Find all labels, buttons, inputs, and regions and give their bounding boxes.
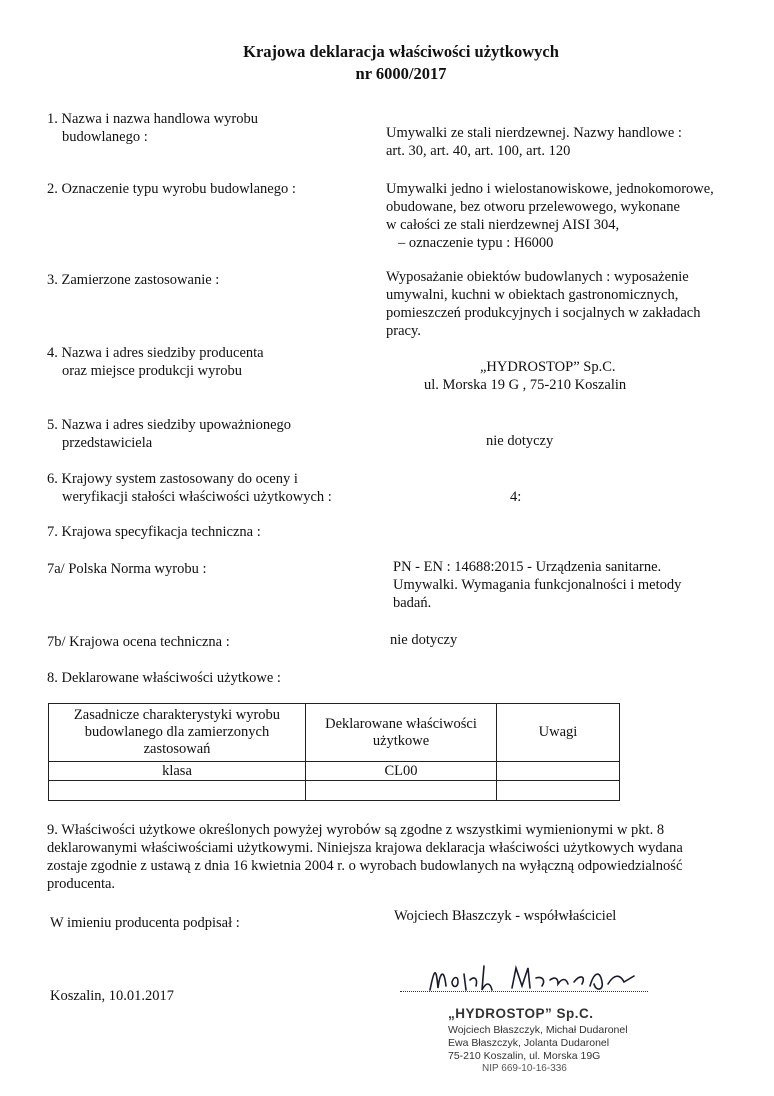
signatory-name: Wojciech Błaszczyk - współwłaściciel xyxy=(394,908,617,924)
s2-label: 2. Oznaczenie typu wyrobu budowlanego : xyxy=(47,181,296,197)
place-date: Koszalin, 10.01.2017 xyxy=(50,988,175,1004)
s4-label: 4. Nazwa i adres siedziby producenta xyxy=(47,345,264,361)
s6-value: 4: xyxy=(510,489,522,505)
table-cell xyxy=(49,781,306,801)
document-title: Krajowa deklaracja właściwości użytkowych xyxy=(243,42,559,61)
s3-value-4: pracy. xyxy=(386,323,421,339)
stamp-company: „HYDROSTOP” Sp.C. xyxy=(448,1006,594,1021)
signature-dotted-line xyxy=(400,991,648,992)
s7a-label: 7a/ Polska Norma wyrobu : xyxy=(47,561,207,577)
s4-value-address: ul. Morska 19 G , 75-210 Koszalin xyxy=(424,377,627,393)
s7-label: 7. Krajowa specyfikacja techniczna : xyxy=(47,524,261,540)
header-essential-characteristics xyxy=(49,704,306,762)
s3-value-3: pomieszczeń produkcyjnych i socjalnych w zakładach xyxy=(386,305,701,321)
s7a-value-2: Umywalki. Wymagania funkcjonalności i metody xyxy=(393,577,682,593)
header-col1-line3: zastosowań xyxy=(143,741,211,757)
table-row xyxy=(49,762,620,781)
declared-properties-table xyxy=(48,703,620,801)
s9-line-1: 9. Właściwości użytkowe określonych powyżej wyrobów są zgodne z wszystkimi wymienionymi w pkt. 8 xyxy=(47,822,665,838)
table-cell: CL00 xyxy=(306,762,497,781)
table-header-row xyxy=(49,704,620,762)
s4-label-cont: oraz miejsce produkcji wyrobu xyxy=(62,363,242,379)
s1-label-cont: budowlanego : xyxy=(62,129,148,145)
document-number: nr 6000/2017 xyxy=(355,64,447,83)
s9-line-4: producenta. xyxy=(47,876,116,892)
s6-label: 6. Krajowy system zastosowany do oceny i xyxy=(47,471,298,487)
s3-value-1: Wyposażanie obiektów budowlanych : wyposażenie xyxy=(386,269,689,285)
s1-label: 1. Nazwa i nazwa handlowa wyrobu xyxy=(47,111,258,127)
s5-label: 5. Nazwa i adres siedziby upoważnionego xyxy=(47,417,292,433)
s1-value-cont: art. 30, art. 40, art. 100, art. 120 xyxy=(386,143,571,159)
s7b-label: 7b/ Krajowa ocena techniczna : xyxy=(47,634,230,650)
table-cell: klasa xyxy=(49,762,306,781)
table-cell xyxy=(306,781,497,801)
header-col1-line2: budowlanego dla zamierzonych xyxy=(84,724,270,740)
stamp-line-4: NIP 669-10-16-336 xyxy=(482,1063,567,1074)
s2-value-2: obudowane, bez otworu przelewowego, wykonane xyxy=(386,199,680,215)
s2-value-4: – oznaczenie typu : H6000 xyxy=(398,235,554,251)
s9-line-3: zostaje zgodnie z ustawą z dnia 16 kwietnia 2004 r. o wyrobach budowlanych na wyłączną odpowiedzialność xyxy=(47,858,683,874)
header-col1-line1: Zasadnicze charakterystyki wyrobu xyxy=(73,707,281,723)
table-cell xyxy=(497,781,620,801)
s1-value: Umywalki ze stali nierdzewnej. Nazwy handlowe : xyxy=(386,125,682,141)
table-cell xyxy=(497,762,620,781)
s7a-value-3: badań. xyxy=(393,595,432,611)
s6-label-cont: weryfikacji stałości właściwości użytkowych : xyxy=(62,489,332,505)
s5-value: nie dotyczy xyxy=(486,433,554,449)
s9-line-2: deklarowanymi właściwościami użytkowymi. Niniejsza krajowa deklaracja właściwości użytkowych wydana xyxy=(47,840,683,856)
s7b-value: nie dotyczy xyxy=(390,632,458,648)
stamp-line-2: Ewa Błaszczyk, Jolanta Dudaronel xyxy=(448,1037,610,1049)
s3-value-2: umywalni, kuchni w obiektach gastronomicznych, xyxy=(386,287,679,303)
s4-value-company: „HYDROSTOP” Sp.C. xyxy=(480,359,616,375)
signatory-label: W imieniu producenta podpisał : xyxy=(50,915,240,931)
s5-label-cont: przedstawiciela xyxy=(62,435,153,451)
header-declared-properties xyxy=(306,704,497,762)
stamp-line-1: Wojciech Błaszczyk, Michał Dudaronel xyxy=(448,1024,628,1036)
s8-label: 8. Deklarowane właściwości użytkowe : xyxy=(47,670,281,686)
stamp-line-3: 75-210 Koszalin, ul. Morska 19G xyxy=(448,1050,601,1062)
s7a-value-1: PN - EN : 14688:2015 - Urządzenia sanitarne. xyxy=(393,559,662,575)
s2-value-1: Umywalki jedno i wielostanowiskowe, jednokomorowe, xyxy=(386,181,714,197)
header-remarks: Uwagi xyxy=(497,704,620,762)
handwritten-signature xyxy=(420,960,650,1000)
s2-value-3: w całości ze stali nierdzewnej AISI 304, xyxy=(386,217,620,233)
header-col2-line2: użytkowe xyxy=(372,732,430,749)
s3-label: 3. Zamierzone zastosowanie : xyxy=(47,272,220,288)
table-row xyxy=(49,781,620,801)
header-col2-line1: Deklarowane właściwości xyxy=(325,715,477,732)
